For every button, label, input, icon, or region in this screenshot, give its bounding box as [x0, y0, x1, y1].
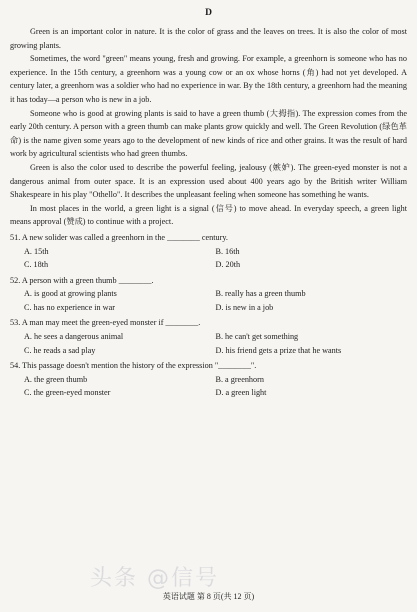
passage-paragraph-4: Green is also the color used to describe the powerful feeling, jealousy (嫉妒). The green-eyed monster is not a dangerous animal from outer space. It is an expression used about 400 years ago by the British writer William Shakespeare in his play "Othello". It describes the unpleasant feeling when someone has something he wants. — [10, 162, 407, 200]
option-c: C. the green-eyed monster — [24, 388, 111, 398]
question-stem: 52. A person with a green thumb ________. — [10, 275, 154, 285]
option-c: C. has no experience in war — [24, 302, 115, 312]
option-a: A. the green thumb — [24, 374, 88, 384]
question-54 — [10, 359, 407, 400]
answer-options — [10, 287, 407, 314]
option-b: B. really has a green thumb — [215, 289, 306, 299]
question-stem: 53. A man may meet the green-eyed monster if ________. — [10, 318, 201, 328]
reading-passage — [10, 25, 407, 229]
passage-paragraph-5: In most places in the world, a green light is a signal (信号) to move ahead. In everyday speech, a green light means approval (赞成) to continue with a project. — [10, 203, 407, 227]
answer-options — [10, 245, 407, 272]
watermark: 头条 @信号 — [90, 566, 219, 591]
option-a: A. 15th — [24, 246, 49, 256]
answer-options — [10, 373, 407, 400]
passage-paragraph-3: Someone who is good at growing plants is said to have a green thumb (大拇指). The expression comes from the early 20th century. A person with a green thumb can make plants grow quickly and well. The Green Revolution (绿色革命) is the name given some years ago to the development of new kinds of rice and other grains. It was the result of hard work by agricultural scientists who had green thumbs. — [10, 108, 407, 159]
option-d: D. is new in a job — [215, 302, 274, 312]
option-c: C. he reads a sad play — [24, 345, 96, 355]
option-d: D. a green light — [215, 388, 267, 398]
answer-options — [10, 330, 407, 357]
question-52 — [10, 274, 407, 315]
option-a: A. is good at growing plants — [24, 289, 117, 299]
question-stem: 54. This passage doesn't mention the history of the expression "________". — [10, 361, 257, 371]
page-footer: 英语试题 第 8 页(共 12 页) — [162, 592, 255, 601]
option-b: B. 16th — [215, 246, 240, 256]
option-c: C. 18th — [24, 260, 49, 270]
passage-paragraph-2: Sometimes, the word "green" means young, fresh and growing. For example, a greenhorn is someone who has no experience. In the 15th century, a greenhorn was a young cow or an ox whose horns (角) had not yet developed. A century later, a greenhorn was a soldier who had no experience in war. By the 18th century, a greenhorn had the meaning it has today—a person who is new in a job. — [10, 54, 407, 104]
question-51 — [10, 231, 407, 272]
question-stem: 51. A new solider was called a greenhorn in the ________ century. — [10, 232, 228, 242]
section-letter: D — [205, 8, 212, 18]
option-b: B. a greenhorn — [215, 374, 264, 384]
passage-paragraph-1: Green is an important color in nature. It is the color of grass and the leaves on trees. It is also the color of most growing plants. — [10, 27, 407, 50]
option-d: D. 20th — [215, 260, 241, 270]
option-a: A. he sees a dangerous animal — [24, 332, 124, 342]
question-53 — [10, 316, 407, 357]
option-d: D. his friend gets a prize that he wants — [215, 345, 342, 355]
option-b: B. he can't get something — [215, 332, 299, 342]
